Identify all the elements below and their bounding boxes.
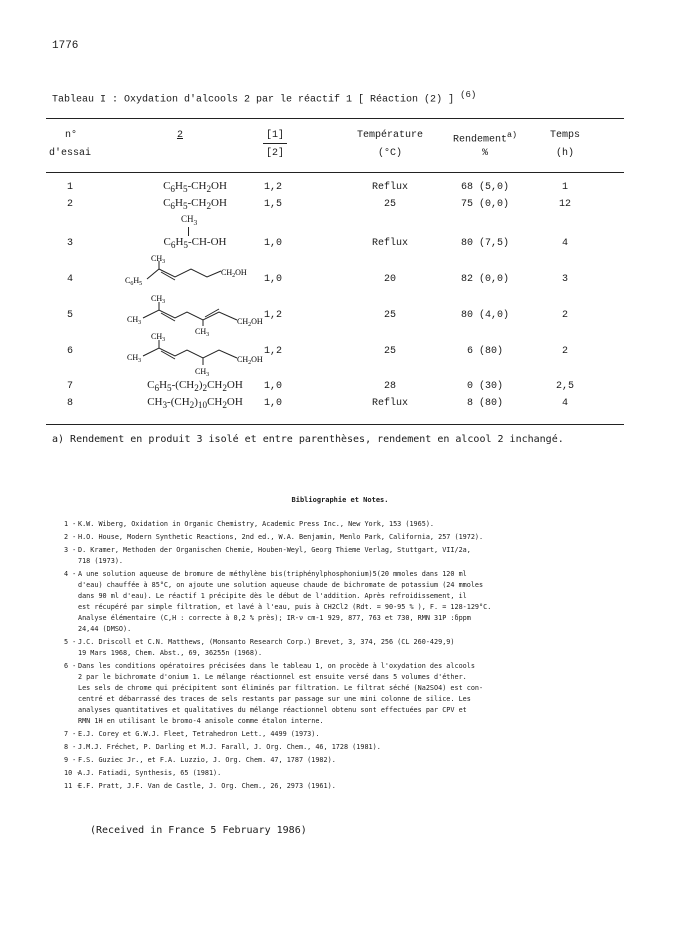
reference-text: H.O. House, Modern Synthetic Reactions, 2nd ed., W.A. Benjamin, Menlo Park, California, 257 (1972). <box>78 533 484 541</box>
header-essai: d'essai <box>48 148 91 159</box>
temperature-value: 25 <box>383 310 396 321</box>
reference-number: 2 - <box>64 533 77 541</box>
table-top-rule <box>46 118 624 119</box>
table-footnote: a) Rendement en produit 3 isolé et entre parenthèses, rendement en alcool 2 inchangé. <box>52 434 564 445</box>
structure-label-phenyl: $C_6H_5$ <box>125 276 143 287</box>
reference-number: 10 - <box>64 769 81 777</box>
header-yield-label: Rendement <box>452 134 507 146</box>
structure-label-methyl: $CH_3$ <box>127 353 142 364</box>
bond-line <box>188 227 189 236</box>
reference-item <box>64 781 624 792</box>
reference-item <box>64 519 624 530</box>
reference-item <box>64 768 624 779</box>
structure-label-methyl: $CH_3$ <box>151 332 166 343</box>
time-value: 3 <box>561 274 568 285</box>
caption-superscript: (6) <box>460 90 477 100</box>
yield-value: 6 (80) <box>466 346 503 357</box>
time-value: 2 <box>561 310 568 321</box>
header-temperature-unit: (°C) <box>377 148 402 159</box>
alcohol-formula: $C_6H_5-(CH_2)_2CH_2OH$ <box>147 379 243 394</box>
reference-text: A une solution aqueuse de bromure de méthylène bis(triphénylphosphonium)5(20 mmoles dans 120 ml <box>78 570 467 578</box>
time-value: 4 <box>561 238 568 249</box>
structure-label-methyl: $CH_3$ <box>151 255 166 265</box>
reference-text: J.M.J. Fréchet, P. Darling et M.J. Farall, J. Org. Chem., 46, 1728 (1981). <box>78 743 381 751</box>
allylic-alcohol-structure <box>125 255 255 291</box>
ratio-value: 1,0 <box>263 398 282 409</box>
header-n: n° <box>64 130 77 141</box>
alcohol-formula: $C_6H_5-CH-OH$ <box>163 236 227 251</box>
reference-text: 718 (1973). <box>78 557 124 565</box>
reference-text: Les sels de chrome qui précipitent sont éliminés par filtration. Le filtrat séché (Na2SO4) est con- <box>78 684 484 692</box>
reference-number: 5 - <box>64 638 77 646</box>
reference-text: K.W. Wiberg, Oxidation in Organic Chemistry, Academic Press Inc., New York, 153 (1965). <box>78 520 435 528</box>
structure-label-methyl: $CH_3$ <box>151 294 166 305</box>
reference-text: J.C. Driscoll et C.N. Matthews, (Monsanto Research Corp.) Brevet, 3, 374, 256 (CL 260-429,9) <box>78 638 455 646</box>
time-value: 1 <box>561 182 568 193</box>
temperature-value: 28 <box>383 381 396 392</box>
ratio-value: 1,0 <box>263 274 282 285</box>
reference-text: 2 par le bichromate d'onium 1. Le mélange réactionnel est ensuite versé dans 5 volumes d'éther. <box>78 673 467 681</box>
temperature-value: 25 <box>383 346 396 357</box>
temperature-value: 20 <box>383 274 396 285</box>
ratio-value: 1,2 <box>263 310 282 321</box>
alcohol-formula: $CH_3-(CH_2)_{10}CH_2OH$ <box>147 396 243 411</box>
ratio-value: 1,0 <box>263 381 282 392</box>
reference-text: RMN 1H en utilisant le bromo-4 anisole comme étalon interne. <box>78 717 324 725</box>
reference-number: 8 - <box>64 743 77 751</box>
row-number: 2 <box>66 199 73 210</box>
header-alcohol: 2 <box>176 130 183 141</box>
time-value: 12 <box>558 199 571 210</box>
structure-label-methyl: $CH_3$ <box>195 367 210 376</box>
methyl-substituent: $CH_3$ <box>181 214 198 227</box>
reference-number: 4 - <box>64 570 77 578</box>
temperature-value: Reflux <box>371 398 408 409</box>
temperature-value: Reflux <box>371 182 408 193</box>
reference-item <box>64 532 624 543</box>
reference-text: A.J. Fatiadi, Synthesis, 65 (1981). <box>78 769 222 777</box>
reference-number: 11 - <box>64 782 81 790</box>
row-number: 4 <box>66 274 73 285</box>
reference-text: E.F. Pratt, J.F. Van de Castle, J. Org. Chem., 26, 2973 (1961). <box>78 782 336 790</box>
structure-label-hydroxymethyl: $CH_2OH$ <box>237 355 263 366</box>
reference-number: 3 - <box>64 546 77 554</box>
reference-text: 24,44 (DMSO). <box>78 625 132 633</box>
reference-text: analyses quantitatives et qualitatives du mélange réactionnel obtenu sont effectuées par CPV et <box>78 706 467 714</box>
ratio-fraction-bar <box>263 143 287 144</box>
received-date: (Received in France 5 February 1986) <box>90 825 307 836</box>
temperature-value: Reflux <box>371 238 408 249</box>
page-number: 1776 <box>52 40 79 52</box>
ratio-value: 1,5 <box>263 199 282 210</box>
temperature-value: 25 <box>383 199 396 210</box>
row-number: 5 <box>66 310 73 321</box>
header-yield-sup: a) <box>507 130 517 140</box>
yield-value: 8 (80) <box>466 398 503 409</box>
time-value: 2 <box>561 346 568 357</box>
ratio-value: 1,2 <box>263 182 282 193</box>
reference-item <box>64 742 624 753</box>
reference-item <box>64 729 624 740</box>
reference-text: d'eau) chauffée à 85°C, on ajoute une solution aqueuse chaude de bichromate de potassium (24 mmoles <box>78 581 484 589</box>
table-caption <box>52 90 652 105</box>
header-yield-unit: % <box>481 148 488 159</box>
reference-item <box>64 661 624 727</box>
reference-item <box>64 569 624 635</box>
reference-text: D. Kramer, Methoden der Organischen Chemie, Houben-Weyl, Georg Thieme Verlag, Stuttgart, VII/2a, <box>78 546 471 554</box>
row-number: 3 <box>66 238 73 249</box>
alcohol-formula: $C_6H_5-CH_2OH$ <box>163 197 227 212</box>
yield-value: 80 (7,5) <box>460 238 509 249</box>
row-number: 7 <box>66 381 73 392</box>
ratio-value: 1,0 <box>263 238 282 249</box>
reference-text: Dans les conditions opératoires précisées dans le tableau 1, on procède à l'oxydation des alcools <box>78 662 475 670</box>
reference-number: 6 - <box>64 662 77 670</box>
reference-number: 7 - <box>64 730 77 738</box>
time-value: 2,5 <box>555 381 574 392</box>
header-ratio-top: [1] <box>265 130 284 141</box>
row-number: 8 <box>66 398 73 409</box>
reference-text: dans 90 ml d'eau). Le réactif 1 précipite dès le début de l'addition. Après refroidissement, il <box>78 592 467 600</box>
table-header-rule <box>46 172 624 173</box>
row-number: 6 <box>66 346 73 357</box>
reference-text: est récupéré par simple filtration, et lavé à l'eau, puis à CH2Cl2 (Rdt. = 90-95 % ), F. = 128-129°C. <box>78 603 492 611</box>
header-temperature: Température <box>356 130 423 141</box>
reference-item <box>64 545 624 567</box>
time-value: 4 <box>561 398 568 409</box>
header-ratio-bottom: [2] <box>265 148 284 159</box>
structure-label-methyl: $CH_3$ <box>195 327 210 336</box>
header-yield <box>435 130 535 145</box>
yield-value: 80 (4,0) <box>460 310 509 321</box>
structure-label-hydroxymethyl: $CH_2OH$ <box>237 317 263 328</box>
structure-label-hydroxymethyl: $CH_2OH$ <box>221 268 247 279</box>
yield-value: 68 (5,0) <box>460 182 509 193</box>
reference-number: 9 - <box>64 756 77 764</box>
reference-text: Analyse élémentaire (C,H : correcte à 0,2 % près); IR-ν cm-1 929, 877, 763 et 730, RMN 31P :δppm <box>78 614 471 622</box>
yield-value: 0 (30) <box>466 381 503 392</box>
yield-value: 75 (0,0) <box>460 199 509 210</box>
reference-item <box>64 755 624 766</box>
reference-item <box>64 637 624 659</box>
reference-text: F.S. Guziec Jr., et F.A. Luzzio, J. Org. Chem. 47, 1787 (1982). <box>78 756 336 764</box>
reference-number: 1 - <box>64 520 77 528</box>
structure-label-methyl: $CH_3$ <box>127 315 142 326</box>
bibliography-title: Bibliographie et Notes. <box>291 496 389 504</box>
header-time: Temps <box>549 130 580 141</box>
row-number: 1 <box>66 182 73 193</box>
reference-text: centré et débarrassé des traces de sels restants par passage sur une mini colonne de silice. Les <box>78 695 471 703</box>
alcohol-formula: $C_6H_5-CH_2OH$ <box>163 180 227 195</box>
reference-text: 19 Mars 1968, Chem. Abst., 69, 36255n (1968). <box>78 649 263 657</box>
header-time-unit: (h) <box>555 148 574 159</box>
table-bottom-rule <box>46 424 624 425</box>
caption-text: Tableau I : Oxydation d'alcools 2 par le réactif 1 [ Réaction (2) ] <box>52 94 455 106</box>
yield-value: 82 (0,0) <box>460 274 509 285</box>
ratio-value: 1,2 <box>263 346 282 357</box>
reference-text: E.J. Corey et G.W.J. Fleet, Tetrahedron Lett., 4499 (1973). <box>78 730 320 738</box>
